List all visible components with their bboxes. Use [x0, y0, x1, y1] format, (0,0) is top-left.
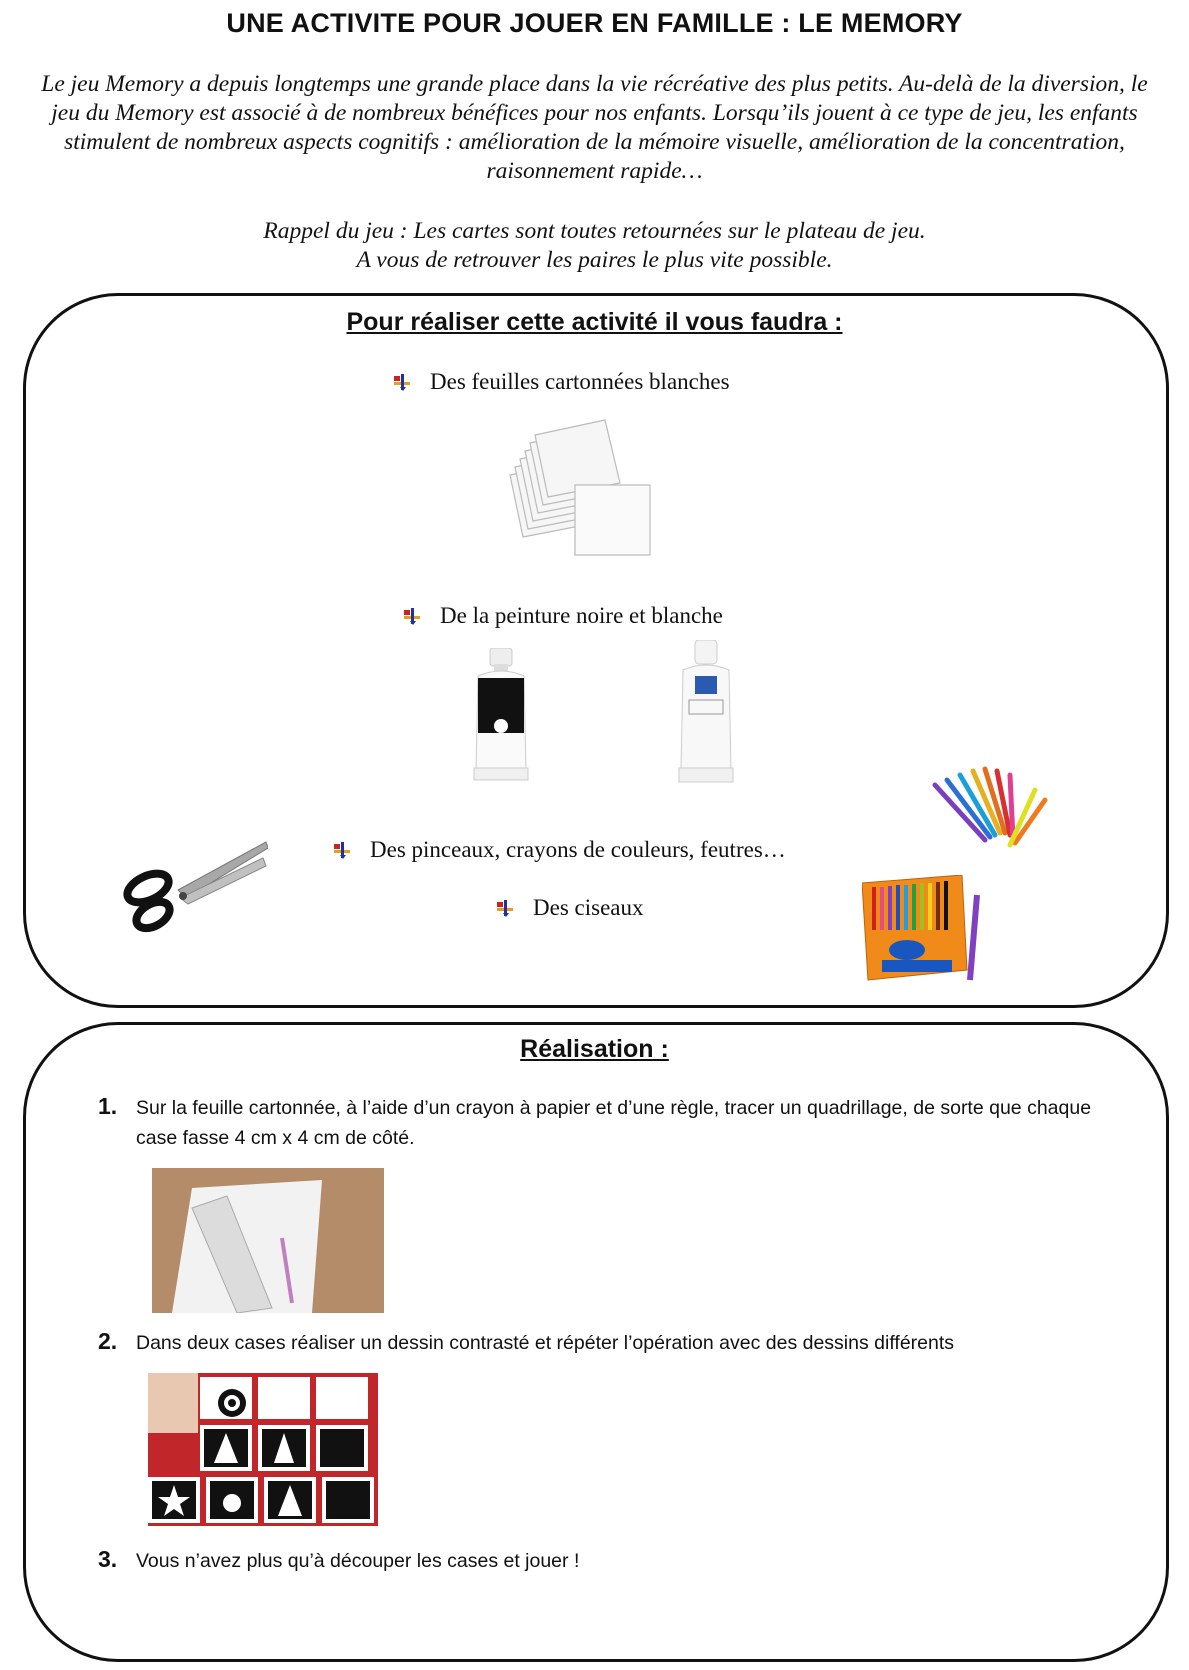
game-reminder — [30, 217, 1159, 275]
reminder-line-2: A vous de retrouver les paires le plus vite possible. — [356, 247, 833, 273]
step-2 — [98, 1328, 1118, 1358]
intro-paragraph: Le jeu Memory a depuis longtemps une grande place dans la vie récréative des plus petits. Au-delà de la diversion, le jeu du Memory est associé à de nombreux bénéfices pour nos enfants. Lorsqu’ils jouent à ce type de jeu, les enfants stimulent de nombreux aspects cognitifs : amélioration de la mémoire visuelle, amélioration de la concentration, raisonnement rapide… — [41, 71, 1148, 184]
material-item-cardboard — [390, 369, 730, 395]
white-paint-tube-image — [675, 640, 737, 790]
arrow-bullet-icon — [330, 839, 354, 861]
memory-cards-photo — [148, 1373, 378, 1526]
step-text: Sur la feuille cartonnée, à l’aide d’un crayon à papier et d’une règle, tracer un quadrillage, de sorte que chaque case fasse 4 cm x 4 cm de côté. — [136, 1097, 1092, 1149]
cardboard-sheets-image — [505, 415, 655, 565]
step-number: 3. — [98, 1546, 118, 1572]
step-1 — [98, 1093, 1118, 1153]
material-item-scissors — [493, 895, 644, 921]
material-label: De la peinture noire et blanche — [440, 603, 723, 628]
scissors-image — [118, 840, 268, 940]
step-text: Dans deux cases réaliser un dessin contrasté et répéter l’opération avec des dessins différents — [136, 1332, 955, 1354]
arrow-bullet-icon — [390, 371, 414, 393]
material-label: Des feuilles cartonnées blanches — [430, 369, 730, 394]
arrow-bullet-icon — [493, 897, 517, 919]
reminder-line-1: Rappel du jeu : Les cartes sont toutes retournées sur le plateau de jeu. — [263, 218, 926, 244]
ruler-pencil-photo — [152, 1168, 384, 1313]
material-label: Des pinceaux, crayons de couleurs, feutres… — [370, 837, 786, 862]
material-item-brushes — [330, 837, 786, 863]
step-3 — [98, 1546, 1118, 1576]
markers-box-image — [862, 875, 987, 990]
brushes-image — [925, 765, 1050, 855]
black-paint-tube-image — [470, 648, 532, 788]
realisation-heading: Réalisation : — [520, 1035, 669, 1063]
material-label: Des ciseaux — [533, 895, 644, 920]
step-text: Vous n’avez plus qu’à découper les cases et jouer ! — [136, 1550, 580, 1572]
material-item-paint — [400, 603, 723, 629]
step-number: 1. — [98, 1093, 118, 1119]
page-title: UNE ACTIVITE POUR JOUER EN FAMILLE : LE MEMORY — [226, 8, 963, 38]
materials-heading: Pour réaliser cette activité il vous faudra : — [346, 308, 843, 336]
step-number: 2. — [98, 1328, 118, 1354]
arrow-bullet-icon — [400, 605, 424, 627]
